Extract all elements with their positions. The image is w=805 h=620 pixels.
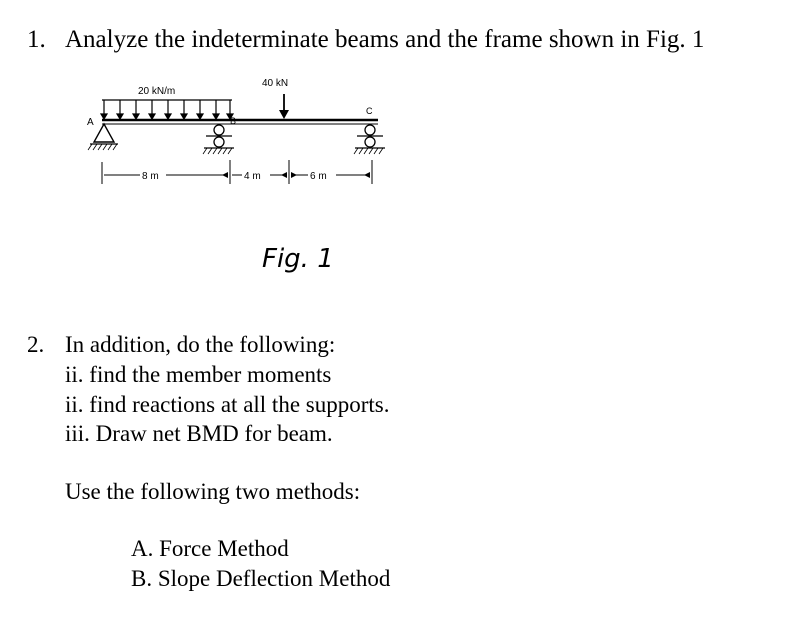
beam-figure [80, 72, 410, 292]
method-item: A. Force Method [131, 536, 289, 561]
span-3-label: 6 m [310, 171, 327, 182]
support-a-label: A [87, 117, 94, 128]
point-load [279, 94, 289, 119]
method-item: B. Slope Deflection Method [131, 566, 391, 591]
question-1 [27, 26, 704, 54]
question-2-number: 2. [27, 332, 45, 357]
support-c [354, 125, 385, 154]
task-item: ii. find the member moments [65, 362, 332, 387]
point-load-label: 40 kN [262, 78, 289, 89]
question-1-text: Analyze the indeterminate beams and the frame shown in Fig. 1 [65, 26, 705, 53]
support-c-label: C [366, 106, 373, 116]
question-2-intro: In addition, do the following: [65, 332, 336, 357]
figure-caption: Fig. 1 [262, 244, 334, 274]
support-b-label: B [230, 116, 237, 126]
distributed-load [101, 100, 233, 119]
question-1-number: 1. [27, 26, 46, 53]
question-2 [27, 332, 335, 358]
support-b [203, 125, 234, 154]
span-2-label: 4 m [244, 171, 261, 182]
task-item: ii. find reactions at all the supports. [65, 392, 390, 417]
span-1-label: 8 m [142, 171, 159, 182]
task-item: iii. Draw net BMD for beam. [65, 421, 333, 446]
udl-label: 20 kN/m [138, 86, 176, 97]
methods-intro: Use the following two methods: [65, 479, 361, 504]
